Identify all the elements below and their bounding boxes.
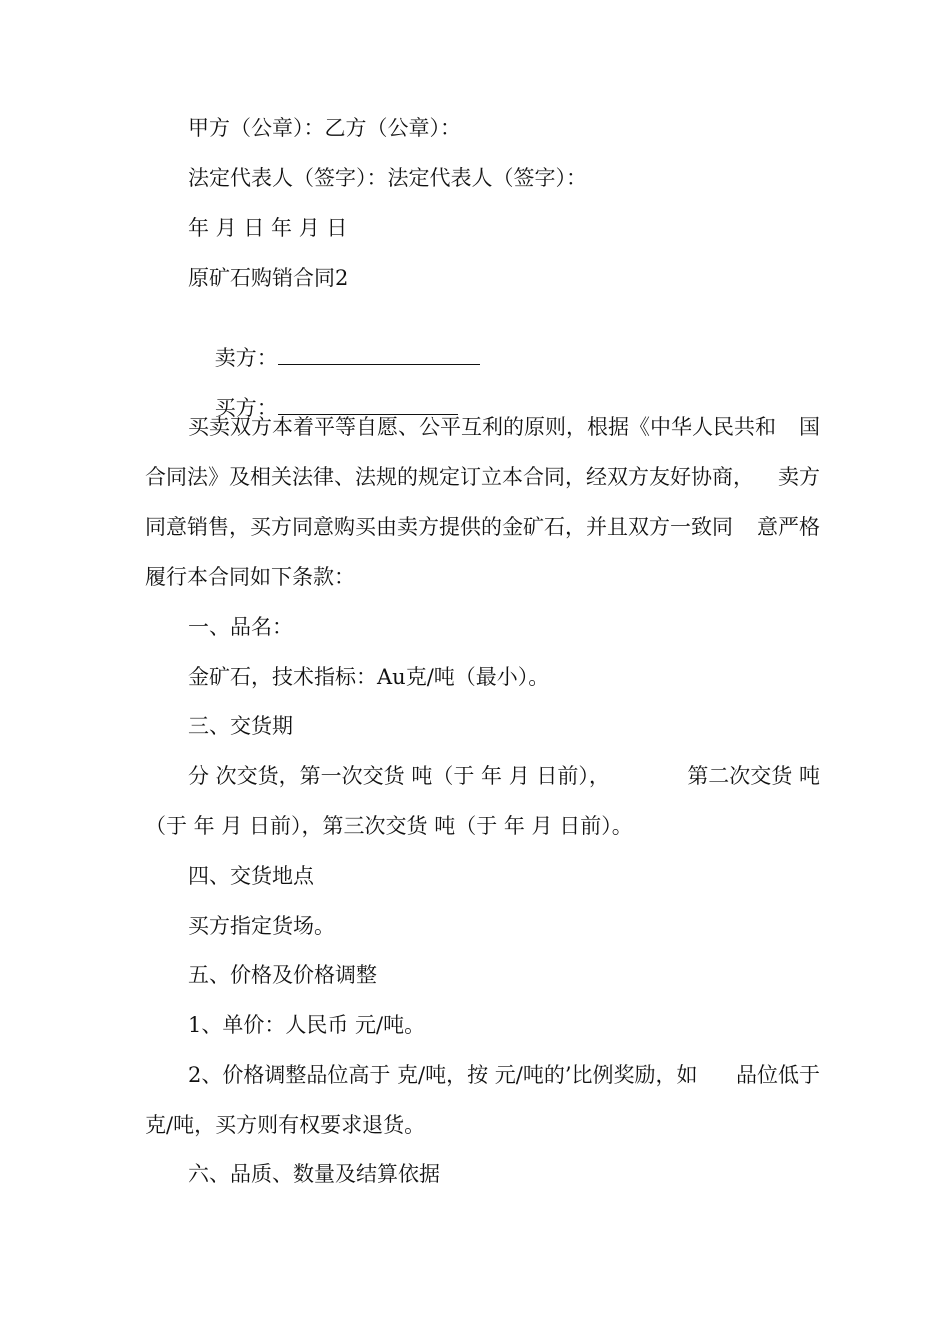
section-3-title: 三、交货期 [188, 714, 293, 738]
section-3-text: 第二次交货 吨 [687, 764, 820, 788]
seller-blank [278, 342, 480, 365]
intro-text: 买卖双方本着平等自愿、公平互利的原则，根据《中华人民共和 [188, 415, 776, 439]
section-5-title: 五、价格及价格调整 [188, 963, 377, 987]
section-4-body: 买方指定货场。 [188, 914, 335, 938]
buyer-blank [278, 392, 458, 415]
intro-text: 同意销售，买方同意购买由卖方提供的金矿石，并且双方一致同 [145, 515, 733, 539]
intro-text: 国 [799, 415, 820, 439]
section-1-body: 金矿石，技术指标：Au克/吨（最小）。 [188, 665, 550, 689]
section-4-title: 四、交货地点 [188, 864, 314, 888]
section-5-text: 品位低于 [736, 1063, 820, 1087]
section-6-title: 六、品质、数量及结算依据 [188, 1162, 440, 1186]
contract-title: 原矿石购销合同2 [188, 266, 349, 290]
intro-text: 合同法》及相关法律、法规的规定订立本合同，经双方友好协商， [145, 465, 754, 489]
intro-text: 意严格 [757, 515, 820, 539]
signature-representative-line: 法定代表人（签字）：法定代表人（签字）： [188, 166, 587, 190]
signature-date-line: 年 月 日 年 月 日 [188, 216, 348, 240]
section-5-item-1: 1、单价：人民币 元/吨。 [188, 1013, 426, 1037]
section-3-text: 分 次交货，第一次交货 吨（于 年 月 日前）， [188, 764, 610, 788]
intro-paragraph-line-3 [145, 513, 820, 541]
section-5-text: 2、价格调整品位高于 克/吨，按 元/吨的’比例奖励，如 [188, 1063, 698, 1087]
seller-label: 卖方： [214, 346, 278, 370]
section-3-line-2: （于 年 月 日前），第三次交货 吨（于 年 月 日前）。 [145, 814, 633, 838]
section-5-item-2-line-1 [188, 1061, 820, 1089]
buyer-label: 买方： [214, 396, 278, 420]
section-5-item-2-line-2: 克/吨，买方则有权要求退货。 [145, 1113, 426, 1137]
intro-paragraph-line-1 [188, 413, 820, 441]
signature-party-line: 甲方（公章）：乙方（公章）： [188, 116, 461, 140]
intro-paragraph-line-2 [145, 463, 820, 491]
intro-text: 卖方 [778, 465, 820, 489]
section-1-title: 一、品名： [188, 615, 293, 639]
intro-paragraph-line-4: 履行本合同如下条款： [145, 565, 355, 589]
section-3-line-1 [188, 762, 820, 790]
